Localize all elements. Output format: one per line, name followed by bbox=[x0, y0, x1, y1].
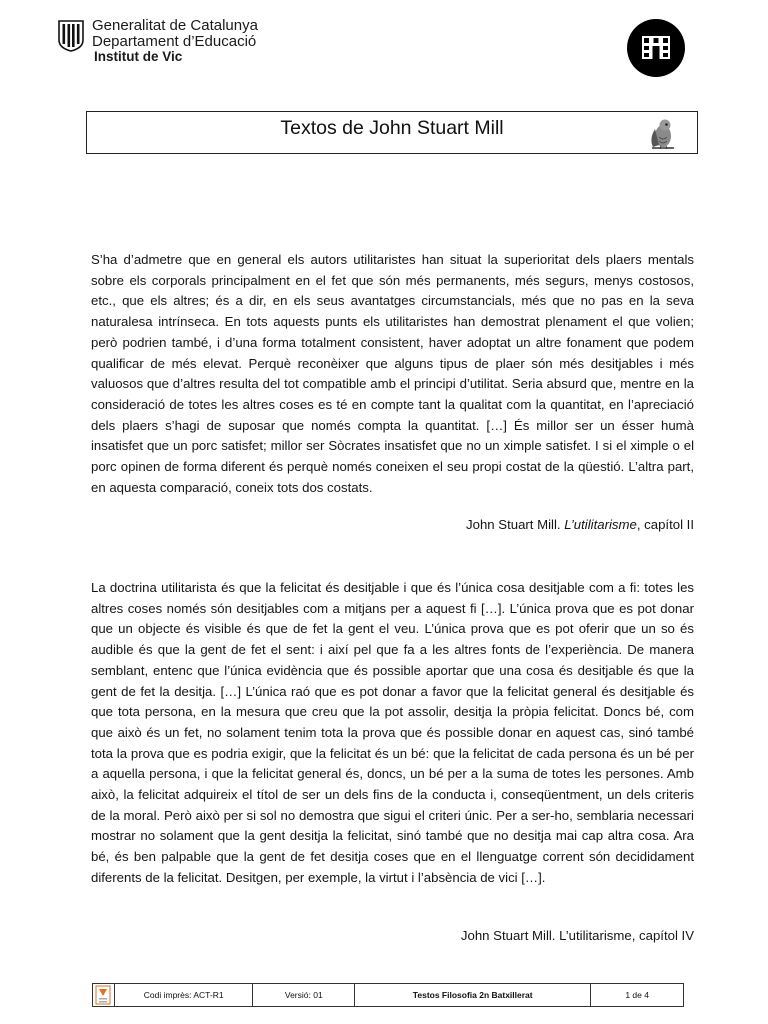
text-1-citation bbox=[466, 517, 694, 532]
footer-code: Codi imprès: ACT-R1 bbox=[115, 984, 254, 1006]
gencat-logo-icon bbox=[58, 20, 84, 52]
text-1-body: S’ha d’admetre que en general els autors utilitaristes han situat la superioritat dels plaers mentals sobre els corporals principalment en el fet que són més permanents, més segurs, menys costosos, etc., que els altres; és a dir, en els seus avantatges circumstancials, més que no pas en la seva naturalesa intrínseca. En tots aquests punts els utilitaristes han demostrat plenament el que volien; però podrien també, i d’una forma totalment consistent, haver adoptat un altre fonament que podem qualificar de més elevat. Perquè reconèixer que alguns tipus de plaer són més desitjables i més valuosos que d’altres resulta del tot compatible amb el principi d’utilitat. Seria absurd que, mentre en la consideració de totes les altres coses es té en compte tant la qualitat com la quantitat, en l’apreciació dels plaers s’hagi de suposar que només compta la quantitat. […] És millor ser un ésser humà insatisfet que un porc satisfet; millor ser Sòcrates insatisfet que no un ximple satisfet. I si el ximple o el porc opinen de forma diferent és perquè només coneixen el seu propi costat de la qüestió. L’altra part, en aquesta comparació, coneix tots dos costats. bbox=[91, 252, 694, 495]
citation-chapter: , capítol II bbox=[636, 517, 694, 532]
org-name: Generalitat de Catalunya bbox=[92, 17, 258, 34]
footer-logo-cell bbox=[93, 984, 115, 1006]
certification-icon bbox=[95, 985, 111, 1005]
footer-version: Versió: 01 bbox=[253, 984, 355, 1006]
owl-icon bbox=[647, 117, 677, 151]
header-organization bbox=[92, 18, 258, 64]
citation-author: John Stuart Mill. bbox=[466, 517, 565, 532]
text-2-citation: John Stuart Mill. L’utilitarisme, capítol IV bbox=[460, 928, 694, 943]
document-title: Textos de John Stuart Mill bbox=[280, 117, 504, 139]
school-logo-icon bbox=[627, 19, 685, 77]
footer-page-number: 1 de 4 bbox=[625, 990, 649, 1000]
text-2-body: La doctrina utilitarista és que la felicitat és desitjable i que és l’única cosa desitjable com a fi: totes les altres coses només són desitjables com a mitjans per a aquest fi […]. L’única prova que es pot donar que un objecte és visible és que de fet la gent el veu. L’única prova que es pot oferir que un so és audible és que la gent de fet el sent: i així pel que fa a les altres fonts de l’experiència. De manera semblant, entenc que l’única evidència que és possible aportar que una cosa és desitjable és que la gent de fet la desitja. […] L’única raó que es pot donar a favor que la felicitat general és desitjable és que tota persona, en la mesura que creu que la pot assolir, desitja la pròpia felicitat. Doncs bé, com que això és un fet, no solament tenim tota la prova que és possible donar en aquest cas, sinó també tota la prova que es podria exigir, que la felicitat és un bé: que la felicitat de cada persona és un bé per a aquella persona, i que la felicitat general és, doncs, un bé per a la suma de totes les persones. Amb això, la felicitat adquireix el títol de ser un dels fins de la conducta i, conseqüentment, un dels criteris de la moral. Però això per si sol no demostra que sigui el criteri únic. Per a ser-ho, semblaria necessari mostrar no solament que la gent desitja la felicitat, sinó també que no desitja mai cap altra cosa. Ara bé, és ben palpable que la gent de fet desitja coses que en el llenguatge corrent són decididament diferents de la felicitat. Desitgen, per exemple, la virtut i l’absència de vici […]. bbox=[91, 580, 694, 885]
citation-work: L’utilitarisme bbox=[564, 517, 637, 532]
footer-document-name: Testos Filosofia 2n Batxillerat bbox=[355, 984, 591, 1006]
department-name: Departament d’Educació bbox=[92, 32, 257, 50]
footer-table bbox=[92, 983, 684, 1007]
school-name: Institut de Vic bbox=[94, 49, 183, 64]
title-box bbox=[86, 111, 698, 154]
